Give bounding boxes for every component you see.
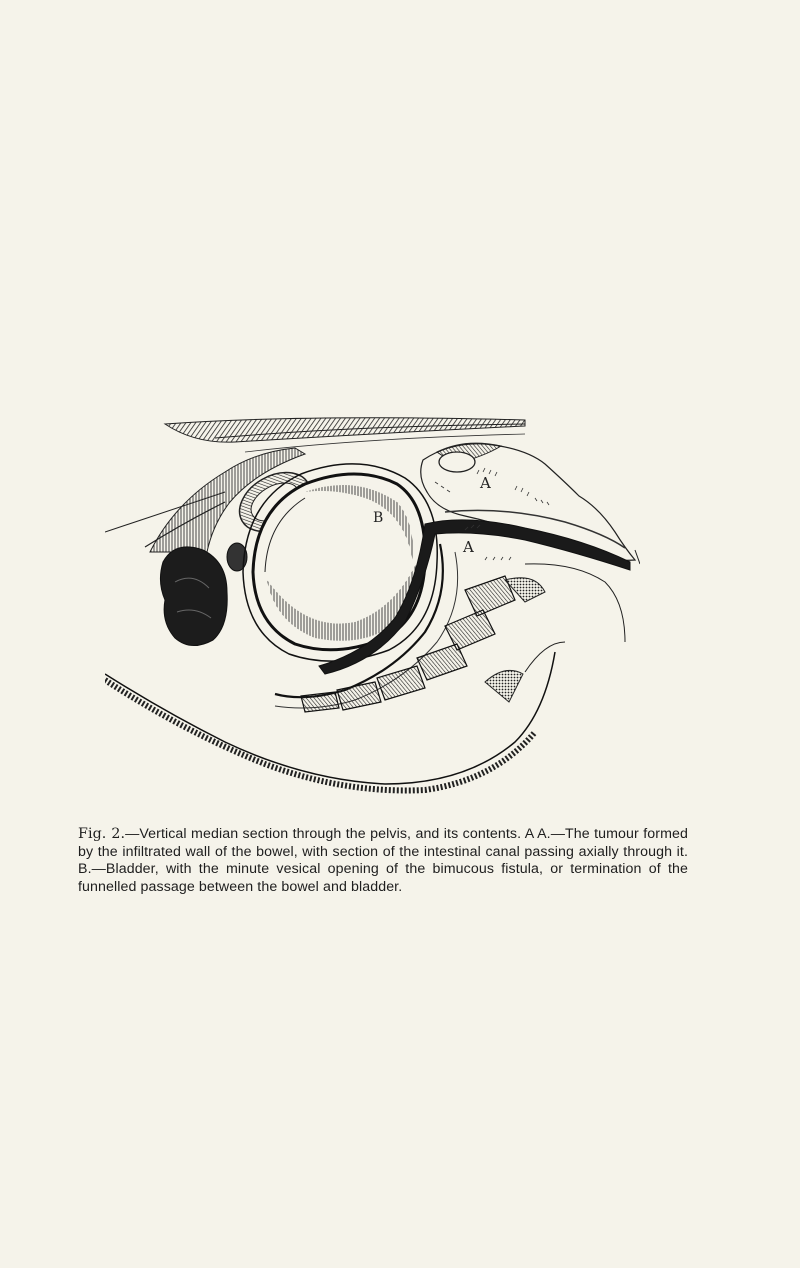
external-organ <box>160 547 227 646</box>
caption-text: —Vertical median section through the pelvis, and its contents. A A.—The tumour formed by the infiltrated wall of the bowel, with section of the intestinal canal passing axially through it. B.—Bladder, with the minute vesical opening of the bimucous fistula, or termination of the funnelled passage between the bowel and bladder. <box>78 826 688 895</box>
label-a-upper: A <box>480 474 491 492</box>
figure-caption <box>78 826 688 896</box>
anatomical-illustration <box>105 412 640 797</box>
abdominal-wall <box>165 418 525 442</box>
pelvis-section-drawing <box>105 412 640 797</box>
label-b: B <box>373 510 384 526</box>
caption-fig-number: Fig. 2. <box>78 826 126 842</box>
label-a-lower: A <box>463 538 474 556</box>
